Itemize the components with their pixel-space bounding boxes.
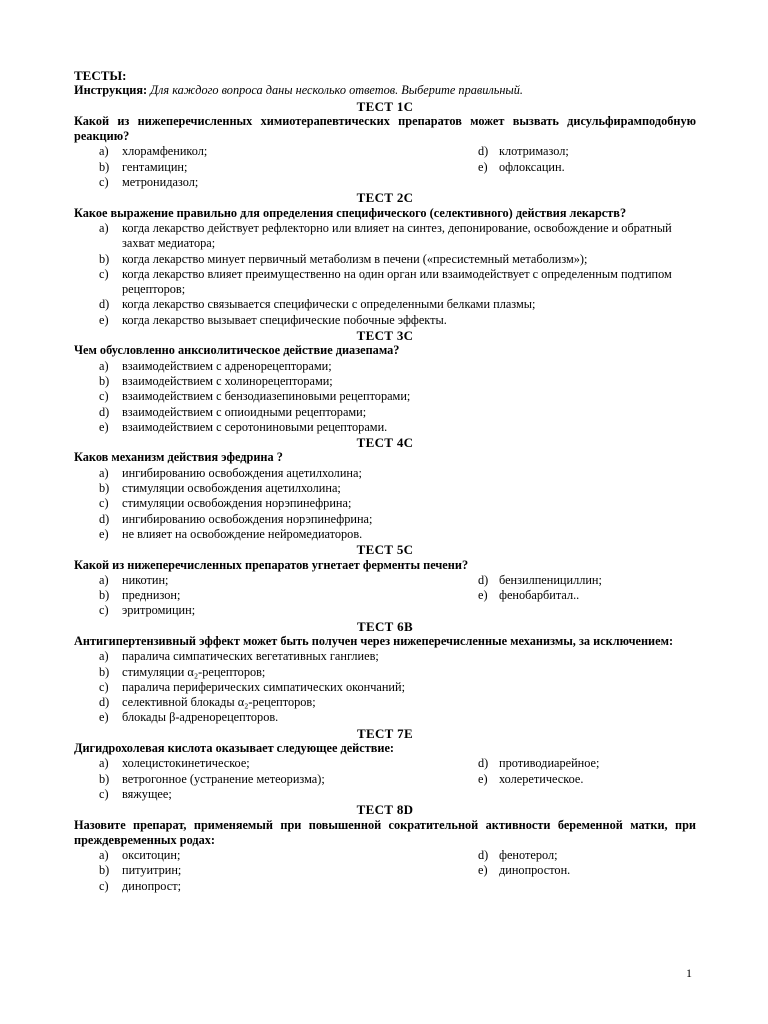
option-text: стимуляции α₂-рецепторов; [122, 664, 266, 679]
answer-option [74, 359, 696, 374]
option-text: динопрост; [122, 878, 181, 893]
answer-option [74, 787, 696, 802]
option-letter: e) [478, 588, 488, 603]
option-text: офлоксацин. [499, 159, 565, 174]
test-title: ТЕСТ 8D [356, 802, 414, 818]
option-letter: d) [99, 695, 110, 710]
option-text: когда лекарство минует первичный метаболизм в печени («пресистемный метаболизм»); [122, 251, 588, 266]
answer-option [477, 588, 707, 603]
option-text: фенобарбитал.. [499, 588, 580, 603]
option-letter: d) [478, 144, 489, 159]
option-text: преднизон; [122, 588, 181, 603]
option-letter: d) [478, 848, 489, 863]
instruction-text: Для каждого вопроса даны несколько ответов. Выберите правильный. [150, 83, 523, 98]
page-number: 1 [686, 966, 692, 980]
option-letter: c) [99, 679, 109, 694]
option-letter: b) [99, 863, 110, 878]
answer-option [74, 527, 696, 542]
option-text: фенотерол; [499, 848, 558, 863]
test-block [74, 619, 696, 726]
option-letter: e) [478, 771, 488, 786]
option-text: клотримазол; [499, 144, 569, 159]
option-letter: a) [99, 649, 109, 664]
option-text: хлорамфеникол; [122, 144, 208, 159]
answer-option [74, 665, 696, 680]
option-text: когда лекарство влияет преимущественно на один орган или взаимодействует с определенным подтипом рецепторов; [122, 266, 672, 297]
test-block [74, 726, 696, 802]
option-text: не влияет на освобождение нейромедиаторов. [122, 526, 363, 541]
option-letter: a) [99, 358, 109, 373]
test-title: ТЕСТ 6В [357, 618, 413, 634]
answer-option [74, 374, 696, 389]
option-letter: e) [99, 312, 109, 327]
answer-option [74, 221, 696, 252]
two-column-options [74, 756, 696, 802]
test-title: ТЕСТ 7Е [357, 725, 413, 741]
test-title: ТЕСТ 4С [356, 435, 414, 451]
answer-option [477, 848, 707, 863]
test-title: ТЕСТ 1С [356, 98, 414, 114]
answer-option [74, 267, 696, 298]
option-text: холеретическое. [499, 771, 584, 786]
test-block [74, 542, 696, 618]
option-text: вяжущее; [122, 786, 172, 801]
option-text: взаимодействием с холинорецепторами; [122, 373, 333, 388]
answer-option [74, 175, 696, 190]
option-letter: b) [99, 588, 110, 603]
option-letter: c) [99, 389, 109, 404]
test-block [74, 328, 696, 435]
test-question: Какой из нижеперечисленных химиотерапевтических препаратов может вызвать дисульфирамподобную реакцию? [74, 113, 696, 144]
test-block [74, 435, 696, 542]
two-column-options [74, 848, 696, 894]
option-text: паралича периферических симпатических окончаний; [122, 679, 406, 694]
option-text: противодиарейное; [499, 756, 600, 771]
option-text: когда лекарство действует рефлекторно или влияет на синтез, депонирование, освобождение и обратный захват медиатора; [122, 220, 672, 251]
option-text: гентамицин; [122, 159, 188, 174]
two-column-options [74, 144, 696, 190]
option-text: стимуляции освобождения норэпинефрина; [122, 496, 352, 511]
option-text: бензилпенициллин; [499, 572, 602, 587]
answer-options [74, 221, 696, 328]
test-question: Назовите препарат, применяемый при повышенной сократительной активности беременной матки, при преждевременных родах: [74, 817, 696, 847]
test-title: ТЕСТ 3С [356, 328, 414, 344]
option-letter: c) [99, 266, 109, 281]
option-text: взаимодействием с адренорецепторами; [122, 358, 332, 373]
option-letter: b) [99, 373, 110, 388]
option-letter: b) [99, 771, 110, 786]
test-question: Какое выражение правильно для определения специфического (селективного) действия лекарств? [74, 205, 627, 220]
options-right-column [477, 573, 707, 604]
answer-option [477, 756, 707, 771]
option-letter: b) [99, 664, 110, 679]
option-text: окситоцин; [122, 848, 181, 863]
option-letter: e) [99, 526, 109, 541]
option-text: когда лекарство связывается специфически с определенными белками плазмы; [122, 297, 536, 312]
answer-option [74, 680, 696, 695]
two-column-options [74, 573, 696, 619]
option-letter: a) [99, 572, 109, 587]
option-letter: c) [99, 603, 109, 618]
answer-option [74, 297, 696, 312]
test-block [74, 99, 696, 191]
option-text: взаимодействием с опиоидными рецепторами; [122, 404, 367, 419]
test-title: ТЕСТ 2С [356, 190, 414, 206]
option-text: метронидазол; [122, 175, 199, 190]
options-right-column [477, 144, 707, 175]
answer-options [477, 848, 707, 879]
option-letter: c) [99, 786, 109, 801]
document-title: ТЕСТЫ: [74, 68, 127, 83]
option-text: селективной блокады α₂-рецепторов; [122, 695, 316, 710]
answer-option [74, 695, 696, 710]
test-question: Дигидрохолевая кислота оказывает следующее действие: [74, 741, 395, 756]
answer-option [477, 144, 707, 159]
test-title: ТЕСТ 5С [356, 542, 414, 558]
option-text: ветрогонное (устранение метеоризма); [122, 771, 325, 786]
answer-options [477, 756, 707, 787]
option-text: динопростон. [499, 863, 571, 878]
test-block [74, 802, 696, 894]
instruction-line [74, 83, 696, 98]
answer-option [74, 466, 696, 481]
option-letter: d) [99, 297, 110, 312]
answer-options [74, 649, 696, 725]
option-text: блокады β-адренорецепторов. [122, 710, 279, 725]
answer-option [74, 649, 696, 664]
option-text: эритромицин; [122, 603, 196, 618]
instruction-label: Инструкция: [74, 83, 148, 98]
option-letter: b) [99, 159, 110, 174]
answer-option [74, 420, 696, 435]
option-letter: e) [478, 863, 488, 878]
answer-option [74, 710, 696, 725]
option-letter: a) [99, 756, 109, 771]
answer-option [477, 573, 707, 588]
answer-option [477, 863, 707, 878]
option-text: взаимодействием с серотониновыми рецепторами. [122, 419, 388, 434]
answer-option [74, 879, 696, 894]
option-text: никотин; [122, 572, 169, 587]
option-letter: a) [99, 465, 109, 480]
option-text: когда лекарство вызывает специфические побочные эффекты. [122, 312, 447, 327]
answer-option [74, 603, 696, 618]
option-letter: a) [99, 144, 109, 159]
answer-option [74, 252, 696, 267]
test-question: Какой из нижеперечисленных препаратов угнетает ферменты печени? [74, 557, 469, 572]
test-question: Чем обусловленно анксиолитическое действие диазепама? [74, 343, 400, 358]
option-letter: d) [478, 756, 489, 771]
option-text: паралича симпатических вегетативных ганглиев; [122, 649, 379, 664]
option-letter: c) [99, 878, 109, 893]
option-text: взаимодействием с бензодиазепиновыми рецепторами; [122, 389, 411, 404]
answer-option [74, 405, 696, 420]
option-letter: b) [99, 251, 110, 266]
option-letter: a) [99, 220, 109, 235]
option-letter: e) [99, 419, 109, 434]
option-letter: d) [99, 404, 110, 419]
answer-option [74, 512, 696, 527]
answer-option [74, 481, 696, 496]
option-letter: c) [99, 496, 109, 511]
answer-option [477, 160, 707, 175]
test-question: Каков механизм действия эфедрина ? [74, 450, 283, 465]
answer-options [74, 359, 696, 435]
options-right-column [477, 756, 707, 787]
answer-options [477, 573, 707, 604]
option-letter: a) [99, 848, 109, 863]
option-text: холецистокинетическое; [122, 756, 250, 771]
options-right-column [477, 848, 707, 879]
answer-option [477, 772, 707, 787]
option-text: питуитрин; [122, 863, 182, 878]
tests-container [74, 99, 696, 894]
option-text: ингибированию освобождения норэпинефрина; [122, 511, 373, 526]
answer-options [477, 144, 707, 175]
option-letter: e) [478, 159, 488, 174]
answer-option [74, 313, 696, 328]
test-block [74, 190, 696, 328]
test-question: Антигипертензивный эффект может быть получен через нижеперечисленные механизмы, за исключением: [74, 633, 674, 648]
answer-options [74, 466, 696, 542]
option-text: стимуляции освобождения ацетилхолина; [122, 481, 341, 496]
option-text: ингибированию освобождения ацетилхолина; [122, 465, 362, 480]
option-letter: b) [99, 481, 110, 496]
option-letter: d) [478, 572, 489, 587]
answer-option [74, 389, 696, 404]
answer-option [74, 496, 696, 511]
document-content [74, 68, 696, 894]
option-letter: d) [99, 511, 110, 526]
option-letter: c) [99, 175, 109, 190]
option-letter: e) [99, 710, 109, 725]
